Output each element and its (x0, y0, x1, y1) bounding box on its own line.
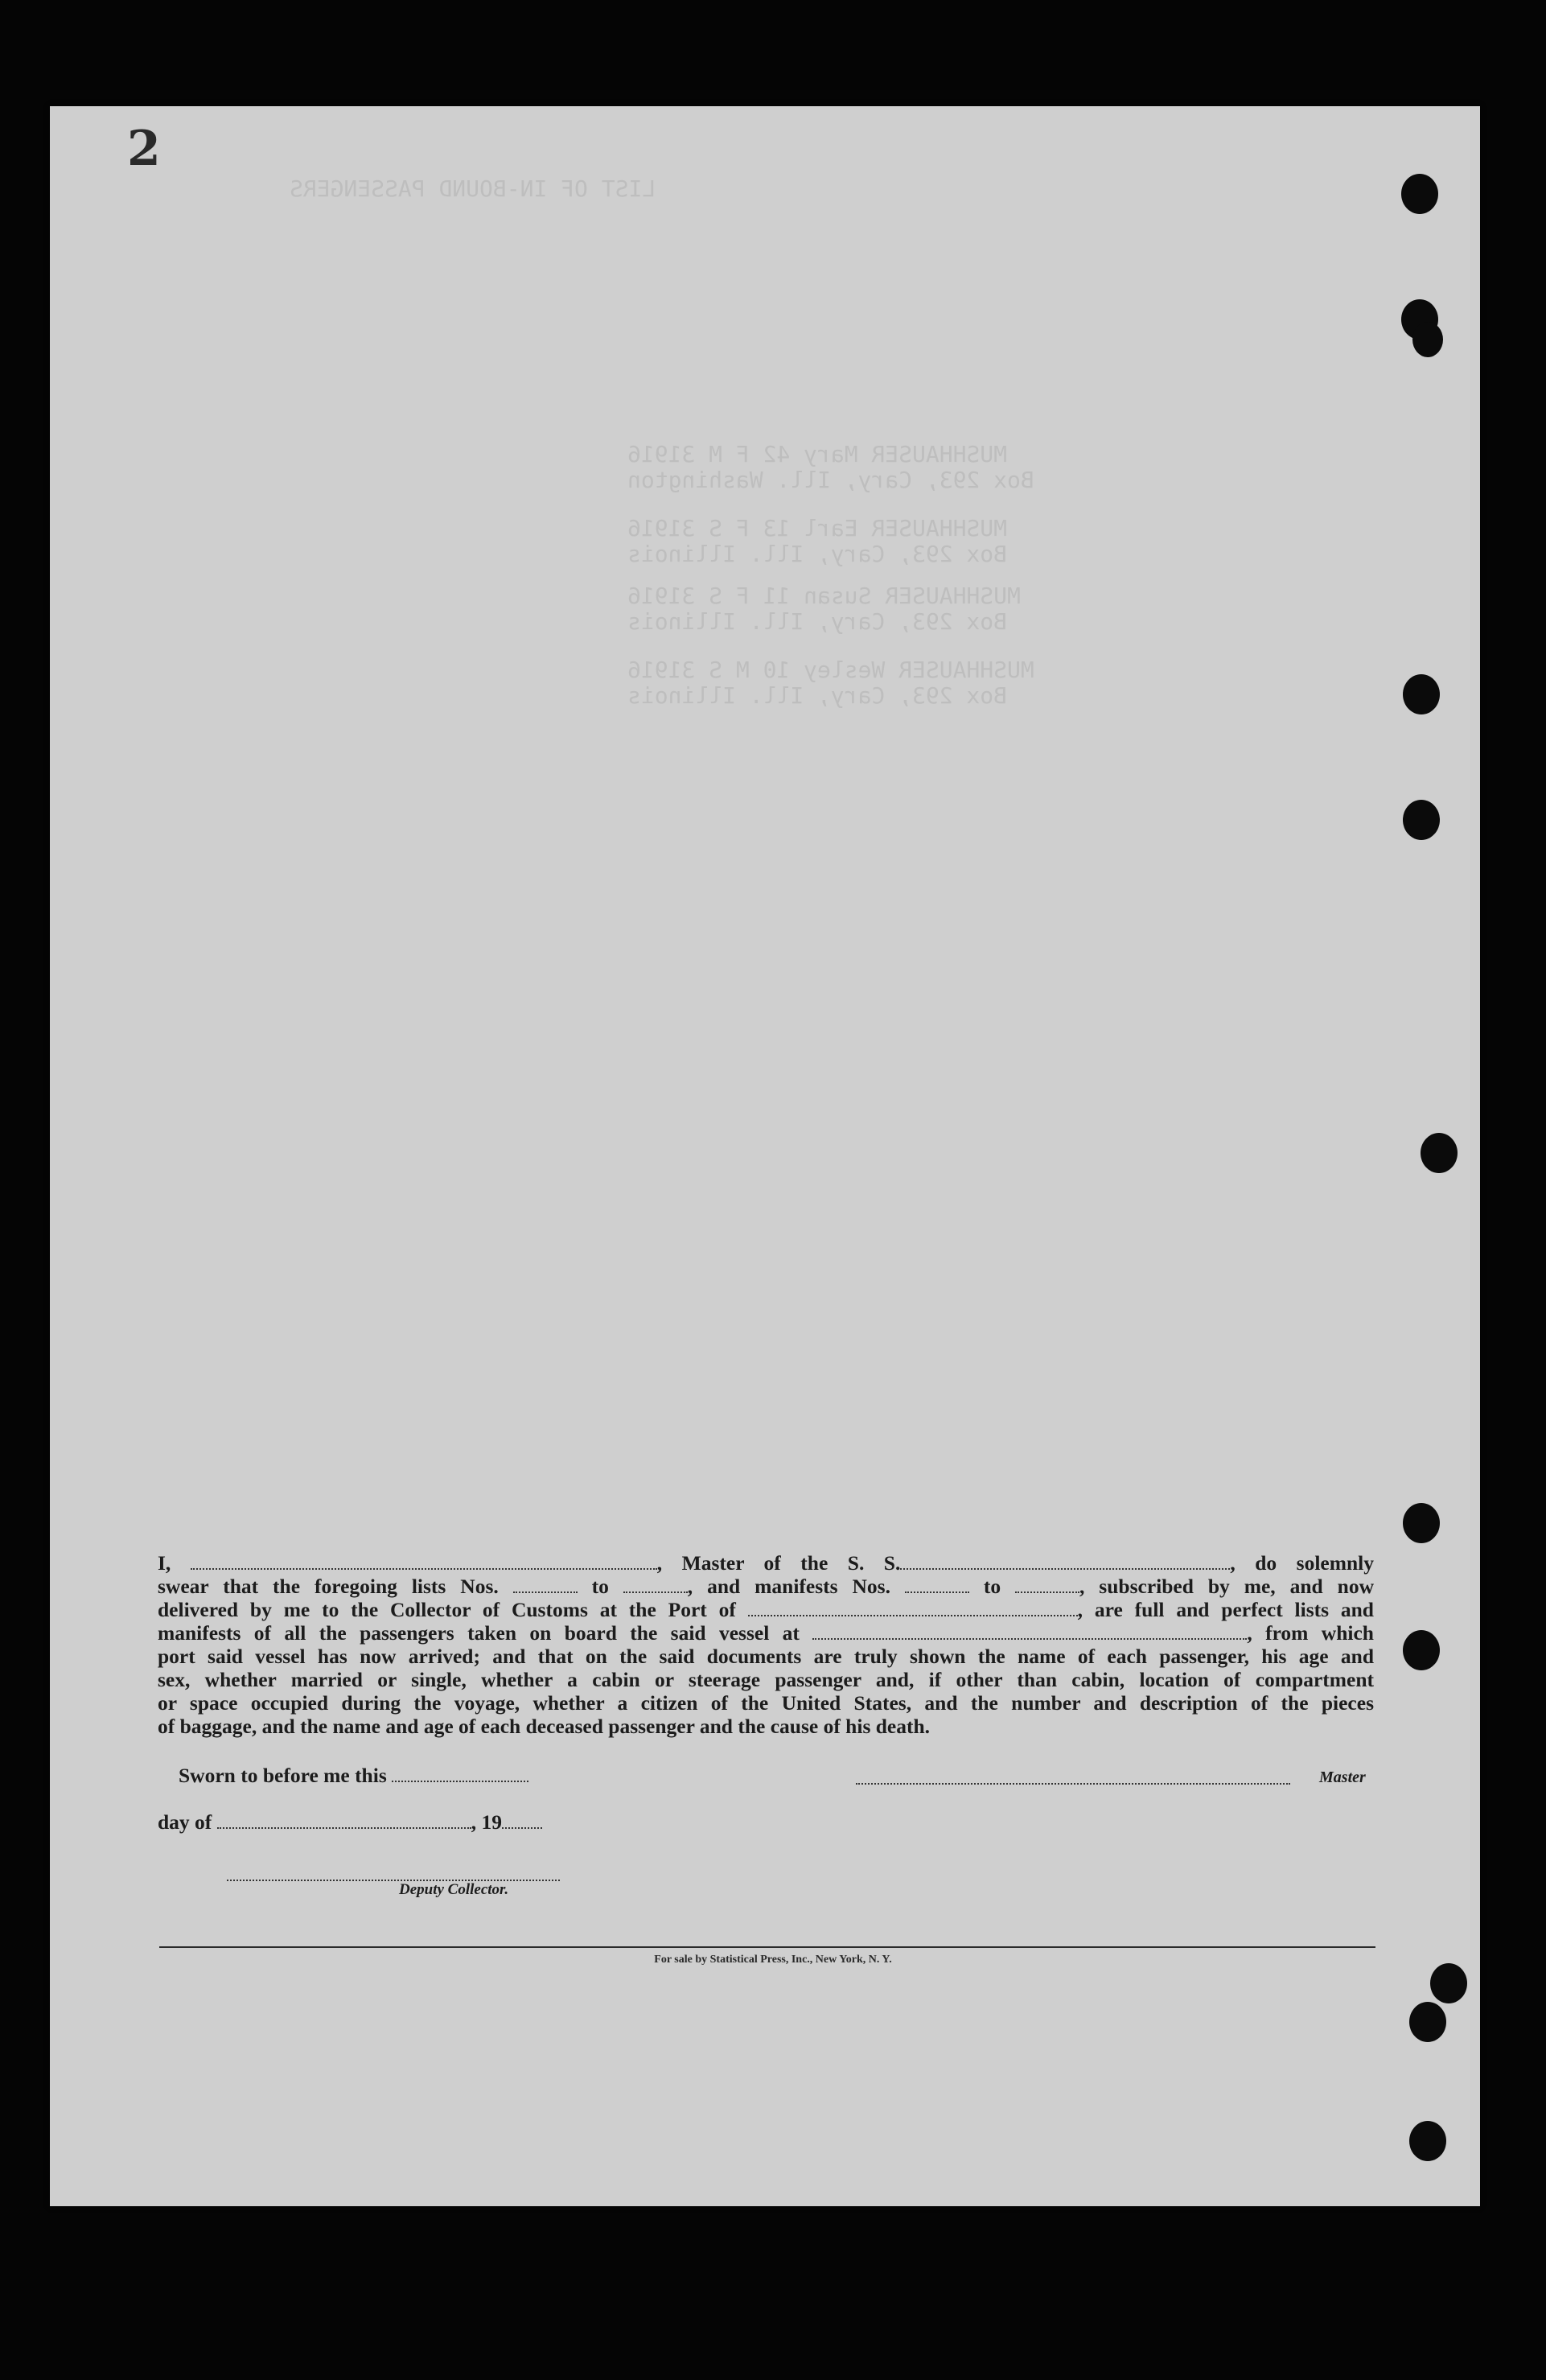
oath-line: of baggage, and the name and age of each deceased passenger and the cause of his death. (158, 1715, 931, 1738)
bleed-through-line: MUSHHAUSER Wesley 10 M S 31916 (627, 657, 1034, 683)
oath-line: delivered by me to the Collector of Customs at the Port of , are full and perfect lists and (158, 1598, 1374, 1621)
punch-hole (1401, 174, 1438, 214)
page-marker: 2 (127, 121, 161, 177)
punch-hole (1412, 322, 1443, 357)
punch-hole (1403, 800, 1440, 840)
oath-line: swear that the foregoing lists Nos. to , and manifests Nos. to , subscribed by me, and now (158, 1575, 1374, 1598)
manifest-to-blank (1015, 1577, 1079, 1593)
port-blank (748, 1600, 1078, 1616)
deputy-collector-label: Deputy Collector. (399, 1881, 509, 1898)
master-name-blank (191, 1554, 657, 1570)
sworn-line (179, 1764, 528, 1788)
bleed-through-line: Box 293, Cary, Ill. Illinois (627, 608, 1008, 635)
embark-port-blank (812, 1624, 1247, 1640)
punch-hole (1403, 1503, 1440, 1543)
punch-hole (1430, 1963, 1467, 2003)
day-of-line (158, 1810, 542, 1834)
printer-footer: For sale by Statistical Press, Inc., New York, N. Y. (654, 1954, 892, 1966)
list-from-blank (513, 1577, 578, 1593)
master-label: Master (1319, 1769, 1366, 1786)
bleed-through-heading: LIST OF IN-BOUND PASSENGERS (290, 175, 656, 202)
bleed-through-line: Box 293, Cary, Ill. Washington (627, 467, 1034, 493)
list-to-blank (623, 1577, 688, 1593)
punch-hole (1421, 1133, 1458, 1173)
manifest-from-blank (905, 1577, 969, 1593)
day-of-label: day of (158, 1810, 212, 1834)
master-signature-blank (856, 1769, 1290, 1785)
year-blank (502, 1813, 542, 1829)
bleed-through-line: MUSHHAUSER Susan 11 F S 31916 (627, 583, 1021, 609)
manifest-page (50, 106, 1480, 2206)
sworn-label: Sworn to before me this (179, 1764, 387, 1787)
day-of-blank (217, 1813, 471, 1829)
year-prefix: , 19 (471, 1810, 502, 1834)
punch-hole (1403, 1630, 1440, 1670)
bleed-through-line: MUSHHAUSER Mary 42 F M 31916 (627, 441, 1008, 467)
master-oath (158, 1551, 1374, 1738)
vessel-name-blank (900, 1554, 1230, 1570)
bleed-through-line: Box 293, Cary, Ill. Illinois (627, 541, 1008, 567)
sworn-date-blank (392, 1766, 528, 1782)
oath-line: I, , Master of the S. S. , do solemnly (158, 1551, 1374, 1575)
punch-hole (1409, 2002, 1446, 2042)
oath-line: manifests of all the passengers taken on board the said vessel at , from which (158, 1621, 1374, 1645)
punch-hole (1403, 674, 1440, 714)
oath-line: port said vessel has now arrived; and that on the said documents are truly shown the name of each passenger, his age and (158, 1645, 1374, 1668)
oath-line: or space occupied during the voyage, whether a citizen of the United States, and the number and description of the pieces (158, 1691, 1374, 1715)
bleed-through-line: Box 293, Cary, Ill. Illinois (627, 682, 1008, 709)
deputy-collector-signature-blank (227, 1865, 560, 1881)
bleed-through-line: MUSHHAUSER Earl 13 F S 31916 (627, 515, 1008, 541)
punch-hole (1409, 2121, 1446, 2161)
footer-rule (159, 1946, 1375, 1948)
oath-line: sex, whether married or single, whether a cabin or steerage passenger and, if other than cabin, location of compartment (158, 1668, 1374, 1691)
